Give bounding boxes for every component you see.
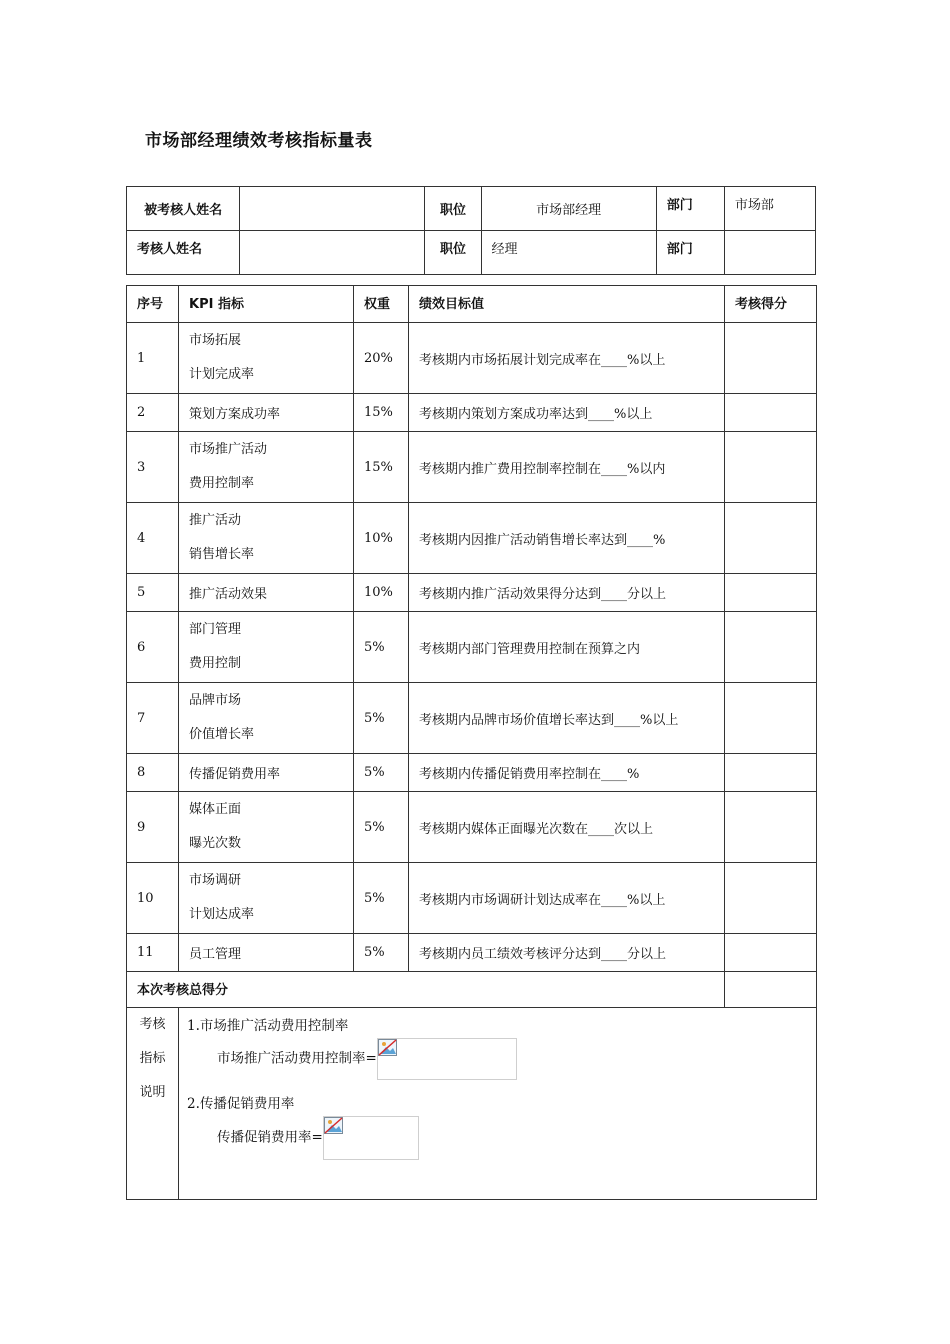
kpi-name-line-1: 市场推广活动 [189,442,268,457]
kpi-target: 考核期内员工绩效考核评分达到____分以上 [409,934,725,972]
kpi-name [179,612,354,683]
kpi-no: 2 [127,394,179,432]
notes-label-line-2: 指标 [139,1051,166,1066]
kpi-row [127,754,817,792]
kpi-header-row [127,286,817,323]
position-label: 职位 [425,187,481,231]
kpi-weight: 15% [354,432,409,503]
kpi-name-line-2: 价值增长率 [189,727,255,742]
info-table [126,186,816,275]
kpi-name [179,432,354,503]
kpi-score-cell[interactable] [725,612,817,683]
kpi-no: 4 [127,503,179,574]
total-score-cell[interactable] [725,972,817,1008]
kpi-name-line-2: 计划达成率 [189,907,255,922]
info-row-examinee [127,187,816,231]
kpi-name-line-1: 市场拓展 [189,333,242,348]
examiner-name-label: 考核人姓名 [127,231,240,275]
kpi-name-line-2: 计划完成率 [189,367,255,382]
kpi-weight: 5% [354,863,409,934]
total-score-label: 本次考核总得分 [127,972,725,1008]
kpi-score-cell[interactable] [725,934,817,972]
note-1-formula-line [217,1038,808,1080]
total-row [127,972,817,1008]
kpi-name-line-1: 媒体正面 [189,802,242,817]
department-label: 部门 [656,187,724,231]
kpi-score-cell[interactable] [725,863,817,934]
note-2-formula-text: 传播促销费用率= [217,1129,323,1146]
kpi-name [179,863,354,934]
kpi-score-cell[interactable] [725,394,817,432]
note-2-title: 2.传播促销费用率 [187,1096,295,1112]
kpi-no: 5 [127,574,179,612]
kpi-row [127,612,817,683]
kpi-score-cell[interactable] [725,754,817,792]
notes-label-line-1: 考核 [139,1017,166,1032]
kpi-score-cell[interactable] [725,432,817,503]
kpi-no: 7 [127,683,179,754]
kpi-weight: 15% [354,394,409,432]
kpi-target: 考核期内因推广活动销售增长率达到____% [409,503,725,574]
kpi-name-line-1: 部门管理 [189,622,242,637]
kpi-weight: 5% [354,934,409,972]
kpi-name-line-1: 员工管理 [189,947,242,962]
kpi-weight: 10% [354,503,409,574]
kpi-target: 考核期内媒体正面曝光次数在____次以上 [409,792,725,863]
kpi-no: 8 [127,754,179,792]
notes-label-line-3: 说明 [139,1085,166,1100]
kpi-target: 考核期内市场调研计划达成率在____%以上 [409,863,725,934]
kpi-weight: 20% [354,323,409,394]
kpi-score-cell[interactable] [725,792,817,863]
kpi-name-line-1: 传播促销费用率 [189,767,281,782]
kpi-name [179,323,354,394]
note-2-formula-line [217,1116,808,1160]
kpi-weight: 5% [354,683,409,754]
kpi-target: 考核期内品牌市场价值增长率达到____%以上 [409,683,725,754]
kpi-name-line-1: 推广活动 [189,513,242,528]
examiner-department-value[interactable] [724,231,815,275]
kpi-name [179,683,354,754]
kpi-row [127,503,817,574]
notes-label [127,1008,179,1200]
kpi-name-line-2: 曝光次数 [189,836,242,851]
kpi-table [126,285,817,1200]
examinee-name-label: 被考核人姓名 [127,187,240,231]
examinee-name-cell[interactable] [240,187,425,231]
kpi-no: 1 [127,323,179,394]
kpi-row [127,432,817,503]
kpi-row [127,863,817,934]
kpi-target: 考核期内策划方案成功率达到____%以上 [409,394,725,432]
info-row-examiner [127,231,816,275]
kpi-name-line-1: 品牌市场 [189,693,242,708]
kpi-weight: 5% [354,792,409,863]
kpi-name-line-1: 策划方案成功率 [189,407,281,422]
kpi-row [127,934,817,972]
kpi-name-line-2: 费用控制 [189,656,242,671]
col-header-target: 绩效目标值 [409,286,725,323]
col-header-score: 考核得分 [725,286,817,323]
kpi-name [179,934,354,972]
kpi-no: 10 [127,863,179,934]
notes-content [179,1008,817,1200]
kpi-no: 3 [127,432,179,503]
notes-row [127,1008,817,1200]
kpi-body [127,323,817,972]
kpi-weight: 5% [354,754,409,792]
position-value[interactable]: 市场部经理 [481,187,656,231]
kpi-target: 考核期内推广活动效果得分达到____分以上 [409,574,725,612]
kpi-row [127,683,817,754]
kpi-score-cell[interactable] [725,683,817,754]
broken-image-icon [323,1116,419,1160]
kpi-name [179,503,354,574]
kpi-name-line-2: 费用控制率 [189,476,255,491]
kpi-target: 考核期内市场拓展计划完成率在____%以上 [409,323,725,394]
kpi-target: 考核期内部门管理费用控制在预算之内 [409,612,725,683]
col-header-weight: 权重 [354,286,409,323]
kpi-no: 11 [127,934,179,972]
col-header-kpi: KPI 指标 [179,286,354,323]
kpi-name [179,394,354,432]
kpi-row [127,792,817,863]
kpi-score-cell[interactable] [725,323,817,394]
kpi-name [179,574,354,612]
kpi-target: 考核期内推广费用控制率控制在____%以内 [409,432,725,503]
kpi-name-line-1: 推广活动效果 [189,587,268,602]
kpi-target: 考核期内传播促销费用率控制在____% [409,754,725,792]
kpi-weight: 5% [354,612,409,683]
examiner-position-label: 职位 [425,231,481,275]
kpi-weight: 10% [354,574,409,612]
department-value[interactable]: 市场部 [724,187,815,231]
examiner-department-label: 部门 [656,231,724,275]
kpi-name [179,754,354,792]
kpi-no: 9 [127,792,179,863]
page-title: 市场部经理绩效考核指标量表 [145,131,373,151]
examiner-position-value[interactable]: 经理 [481,231,656,275]
kpi-row [127,394,817,432]
kpi-row [127,323,817,394]
kpi-score-cell[interactable] [725,574,817,612]
note-1-formula-text: 市场推广活动费用控制率= [217,1050,377,1067]
kpi-row [127,574,817,612]
kpi-score-cell[interactable] [725,503,817,574]
kpi-name-line-1: 市场调研 [189,873,242,888]
note-1-title: 1.市场推广活动费用控制率 [187,1018,349,1034]
col-header-no: 序号 [127,286,179,323]
broken-image-icon [377,1038,517,1080]
kpi-no: 6 [127,612,179,683]
kpi-name [179,792,354,863]
kpi-name-line-2: 销售增长率 [189,547,255,562]
examiner-name-cell[interactable] [240,231,425,275]
